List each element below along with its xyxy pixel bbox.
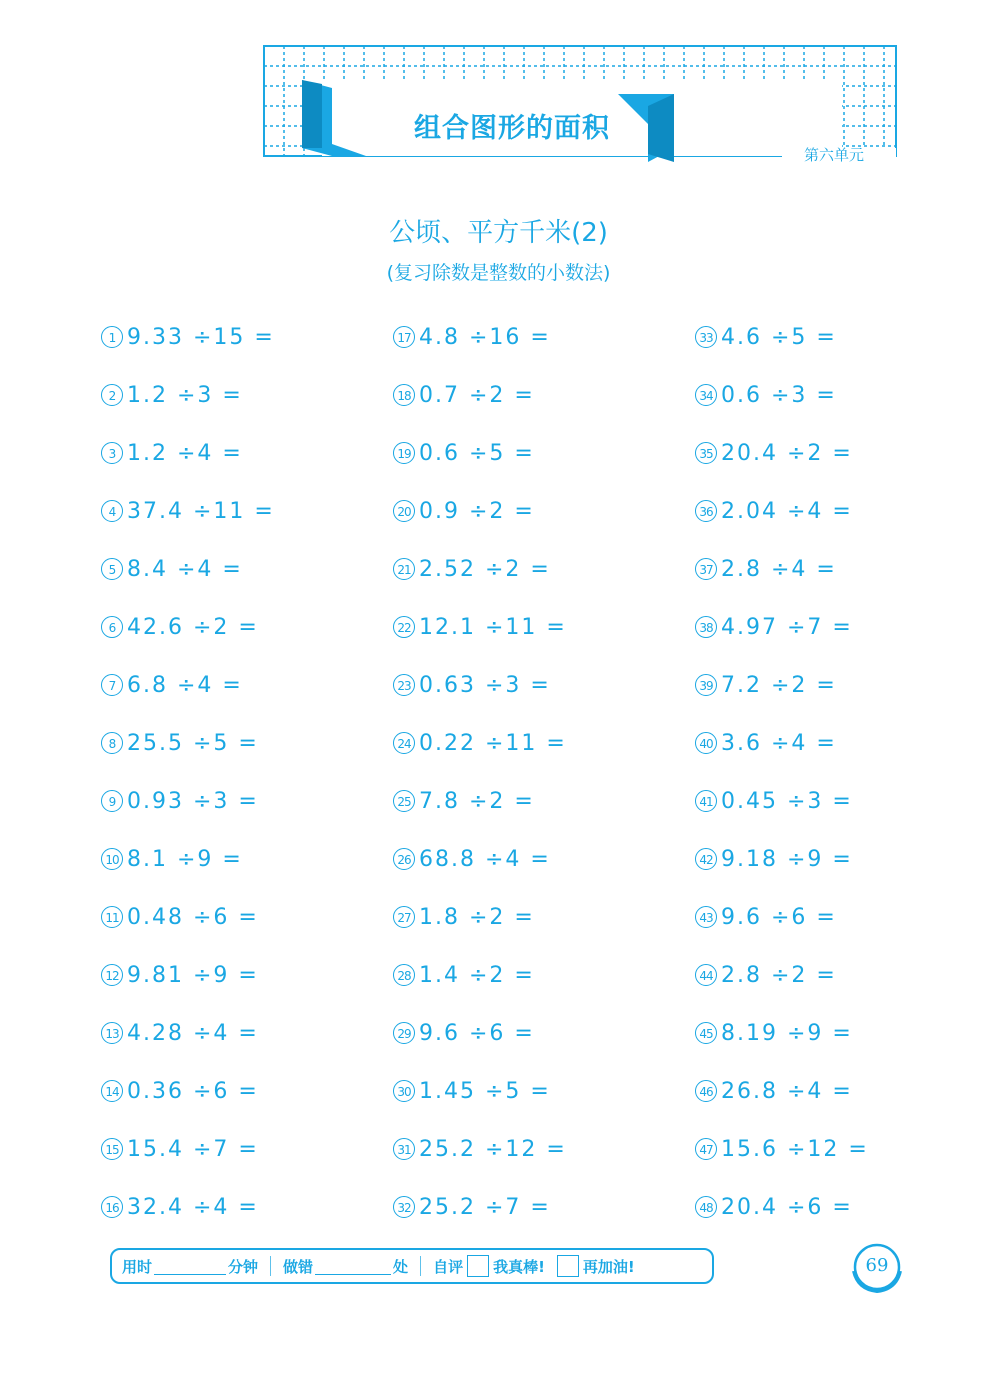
problem-expression: 3.6 ÷4 =: [721, 731, 837, 756]
divider: [420, 1256, 421, 1276]
problem-expression: 7.8 ÷2 =: [419, 789, 535, 814]
problem-expression: 25.2 ÷7 =: [419, 1195, 551, 1220]
problem-expression: 1.8 ÷2 =: [419, 905, 535, 930]
problem-number: 5: [101, 558, 123, 580]
problem-number: 29: [393, 1022, 415, 1044]
problem-item: [101, 1192, 275, 1250]
problem-number: 48: [695, 1196, 717, 1218]
problem-expression: 12.1 ÷11 =: [419, 615, 567, 640]
try-checkbox[interactable]: [557, 1255, 579, 1277]
problem-expression: 32.4 ÷4 =: [127, 1195, 259, 1220]
problem-item: [101, 496, 275, 554]
errors-label: 做错: [283, 1257, 314, 1276]
problem-expression: 8.19 ÷9 =: [721, 1021, 853, 1046]
problem-number: 7: [101, 674, 123, 696]
problem-item: [101, 554, 275, 612]
problem-item: [695, 844, 869, 902]
problem-item: [393, 1192, 567, 1250]
problem-number: 14: [101, 1080, 123, 1102]
problem-item: [695, 728, 869, 786]
problem-number: 8: [101, 732, 123, 754]
problem-item: [393, 438, 567, 496]
problem-expression: 9.33 ÷15 =: [127, 325, 275, 350]
problem-item: [695, 322, 869, 380]
problem-number: 32: [393, 1196, 415, 1218]
problem-number: 9: [101, 790, 123, 812]
problem-expression: 1.45 ÷5 =: [419, 1079, 551, 1104]
problem-expression: 9.18 ÷9 =: [721, 847, 853, 872]
problem-item: [393, 786, 567, 844]
problem-number: 4: [101, 500, 123, 522]
problem-item: [695, 1134, 869, 1192]
problem-item: [695, 960, 869, 1018]
problem-expression: 4.6 ÷5 =: [721, 325, 837, 350]
problem-number: 17: [393, 326, 415, 348]
problem-expression: 2.04 ÷4 =: [721, 499, 853, 524]
problem-number: 25: [393, 790, 415, 812]
problem-item: [393, 902, 567, 960]
errors-unit-label: 处: [393, 1257, 409, 1276]
problem-item: [695, 670, 869, 728]
problem-item: [393, 670, 567, 728]
problem-expression: 0.6 ÷5 =: [419, 441, 535, 466]
great-label: 我真棒!: [493, 1257, 545, 1276]
problem-number: 39: [695, 674, 717, 696]
problem-item: [393, 496, 567, 554]
problem-item: [101, 728, 275, 786]
problem-number: 46: [695, 1080, 717, 1102]
problem-expression: 37.4 ÷11 =: [127, 499, 275, 524]
problem-expression: 0.45 ÷3 =: [721, 789, 853, 814]
minutes-label: 分钟: [228, 1257, 259, 1276]
problem-expression: 8.4 ÷4 =: [127, 557, 243, 582]
lesson-subtitle: (复习除数是整数的小数法): [386, 262, 611, 284]
self-eval-label: 自评: [433, 1257, 464, 1276]
problem-expression: 42.6 ÷2 =: [127, 615, 259, 640]
problem-item: [393, 1134, 567, 1192]
lesson-title: 公顷、平方千米(2): [389, 218, 608, 248]
errors-blank[interactable]: [315, 1258, 391, 1275]
problem-number: 28: [393, 964, 415, 986]
problem-expression: 68.8 ÷4 =: [419, 847, 551, 872]
problem-expression: 1.4 ÷2 =: [419, 963, 535, 988]
problem-expression: 15.6 ÷12 =: [721, 1137, 869, 1162]
problem-item: [695, 1076, 869, 1134]
problem-item: [393, 1076, 567, 1134]
unit-label: 第六单元: [804, 146, 865, 164]
grid-banner-graphic: [262, 44, 898, 164]
problem-number: 34: [695, 384, 717, 406]
problem-expression: 0.36 ÷6 =: [127, 1079, 259, 1104]
problem-number: 42: [695, 848, 717, 870]
problem-expression: 2.8 ÷2 =: [721, 963, 837, 988]
problem-number: 43: [695, 906, 717, 928]
problem-number: 20: [393, 500, 415, 522]
problem-item: [393, 554, 567, 612]
time-blank[interactable]: [154, 1258, 226, 1275]
problem-number: 18: [393, 384, 415, 406]
problem-item: [393, 322, 567, 380]
problem-number: 47: [695, 1138, 717, 1160]
problem-number: 26: [393, 848, 415, 870]
problem-number: 23: [393, 674, 415, 696]
problem-item: [695, 1018, 869, 1076]
problem-expression: 9.6 ÷6 =: [721, 905, 837, 930]
problem-item: [101, 438, 275, 496]
problem-item: [393, 1018, 567, 1076]
footer-bar: [110, 1248, 714, 1284]
problem-item: [393, 844, 567, 902]
page-number: 69: [865, 1255, 889, 1276]
problem-item: [695, 554, 869, 612]
problem-item: [101, 612, 275, 670]
problem-item: [393, 612, 567, 670]
problem-item: [101, 380, 275, 438]
problem-expression: 0.63 ÷3 =: [419, 673, 551, 698]
problem-expression: 25.2 ÷12 =: [419, 1137, 567, 1162]
problem-number: 21: [393, 558, 415, 580]
problem-number: 35: [695, 442, 717, 464]
problem-number: 13: [101, 1022, 123, 1044]
try-label: 再加油!: [582, 1257, 635, 1276]
problem-expression: 0.7 ÷2 =: [419, 383, 535, 408]
problem-number: 44: [695, 964, 717, 986]
problem-number: 16: [101, 1196, 123, 1218]
problem-item: [101, 960, 275, 1018]
problem-item: [695, 496, 869, 554]
time-label: 用时: [122, 1257, 153, 1276]
problem-column-1: [101, 322, 275, 1250]
problem-number: 41: [695, 790, 717, 812]
problem-number: 33: [695, 326, 717, 348]
problem-number: 3: [101, 442, 123, 464]
problem-item: [101, 322, 275, 380]
problem-number: 31: [393, 1138, 415, 1160]
problem-expression: 26.8 ÷4 =: [721, 1079, 853, 1104]
problem-number: 45: [695, 1022, 717, 1044]
problem-expression: 6.8 ÷4 =: [127, 673, 243, 698]
problem-number: 11: [101, 906, 123, 928]
problem-number: 12: [101, 964, 123, 986]
problem-number: 6: [101, 616, 123, 638]
chapter-title: 组合图形的面积: [414, 113, 610, 144]
problem-expression: 4.8 ÷16 =: [419, 325, 551, 350]
problem-item: [695, 902, 869, 960]
problem-item: [695, 438, 869, 496]
problem-expression: 4.28 ÷4 =: [127, 1021, 259, 1046]
problem-expression: 20.4 ÷6 =: [721, 1195, 853, 1220]
problem-item: [695, 1192, 869, 1250]
problem-expression: 2.52 ÷2 =: [419, 557, 551, 582]
problem-expression: 1.2 ÷3 =: [127, 383, 243, 408]
problem-number: 37: [695, 558, 717, 580]
problem-item: [695, 380, 869, 438]
problem-number: 38: [695, 616, 717, 638]
problem-number: 30: [393, 1080, 415, 1102]
problem-item: [101, 786, 275, 844]
problem-item: [393, 728, 567, 786]
problem-expression: 0.9 ÷2 =: [419, 499, 535, 524]
problem-expression: 9.6 ÷6 =: [419, 1021, 535, 1046]
problem-item: [101, 670, 275, 728]
problem-item: [101, 1076, 275, 1134]
page-number-badge: [848, 1241, 906, 1295]
problem-expression: 8.1 ÷9 =: [127, 847, 243, 872]
problem-item: [101, 902, 275, 960]
problem-item: [393, 380, 567, 438]
problem-number: 1: [101, 326, 123, 348]
header-banner: [262, 44, 898, 164]
problem-expression: 0.48 ÷6 =: [127, 905, 259, 930]
problem-expression: 25.5 ÷5 =: [127, 731, 259, 756]
problem-number: 19: [393, 442, 415, 464]
problem-expression: 2.8 ÷4 =: [721, 557, 837, 582]
problem-number: 15: [101, 1138, 123, 1160]
problem-number: 2: [101, 384, 123, 406]
problem-item: [101, 1018, 275, 1076]
problem-number: 10: [101, 848, 123, 870]
problem-item: [101, 844, 275, 902]
problem-number: 27: [393, 906, 415, 928]
divider: [270, 1256, 271, 1276]
problem-expression: 0.22 ÷11 =: [419, 731, 567, 756]
problem-number: 36: [695, 500, 717, 522]
problem-item: [393, 960, 567, 1018]
problem-expression: 1.2 ÷4 =: [127, 441, 243, 466]
problem-item: [101, 1134, 275, 1192]
problem-number: 22: [393, 616, 415, 638]
problem-column-3: [695, 322, 869, 1250]
problem-expression: 4.97 ÷7 =: [721, 615, 853, 640]
problem-expression: 9.81 ÷9 =: [127, 963, 259, 988]
great-checkbox[interactable]: [467, 1255, 489, 1277]
problem-expression: 15.4 ÷7 =: [127, 1137, 259, 1162]
problem-expression: 20.4 ÷2 =: [721, 441, 853, 466]
problem-item: [695, 786, 869, 844]
problem-expression: 0.93 ÷3 =: [127, 789, 259, 814]
problem-number: 40: [695, 732, 717, 754]
problem-expression: 0.6 ÷3 =: [721, 383, 837, 408]
problem-column-2: [393, 322, 567, 1250]
problem-item: [695, 612, 869, 670]
problem-expression: 7.2 ÷2 =: [721, 673, 837, 698]
problem-number: 24: [393, 732, 415, 754]
